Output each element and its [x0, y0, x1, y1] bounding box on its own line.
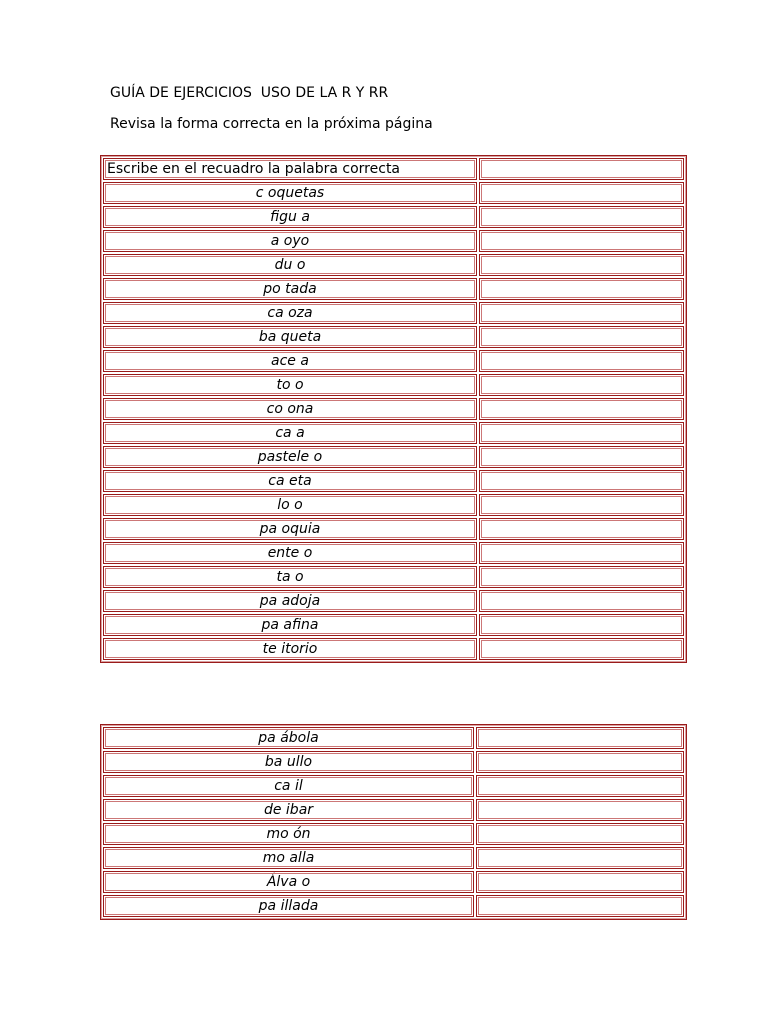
- answer-cell[interactable]: [479, 278, 684, 300]
- answer-cell[interactable]: [476, 895, 684, 917]
- word-cell: mo ón: [103, 823, 474, 845]
- exercise-table-1: [100, 155, 687, 663]
- answer-cell[interactable]: [476, 751, 684, 773]
- answer-cell[interactable]: [479, 638, 684, 660]
- word-cell: ba queta: [103, 326, 477, 348]
- table-row: [103, 590, 684, 612]
- table-row: [103, 278, 684, 300]
- word-cell: de ibar: [103, 799, 474, 821]
- word-cell: pa adoja: [103, 590, 477, 612]
- table-row: [103, 518, 684, 540]
- table-row: [103, 326, 684, 348]
- exercise-table-2: [100, 724, 687, 920]
- page-subtitle: Revisa la forma correcta en la próxima página: [110, 116, 433, 132]
- table-row: [103, 182, 684, 204]
- answer-cell[interactable]: [479, 614, 684, 636]
- word-cell: ca eta: [103, 470, 477, 492]
- table-header-row: [103, 158, 684, 180]
- word-cell: te itorio: [103, 638, 477, 660]
- answer-cell[interactable]: [479, 230, 684, 252]
- table-row: [103, 847, 684, 869]
- table-row: [103, 398, 684, 420]
- table-row: [103, 566, 684, 588]
- word-cell: co ona: [103, 398, 477, 420]
- answer-cell[interactable]: [479, 470, 684, 492]
- word-cell: ente o: [103, 542, 477, 564]
- word-cell: a oyo: [103, 230, 477, 252]
- table-row: [103, 494, 684, 516]
- table-row: [103, 614, 684, 636]
- word-cell: mo alla: [103, 847, 474, 869]
- answer-cell[interactable]: [479, 182, 684, 204]
- table-row: [103, 871, 684, 893]
- word-cell: ace a: [103, 350, 477, 372]
- table-row: [103, 775, 684, 797]
- answer-cell[interactable]: [476, 775, 684, 797]
- table-row: [103, 422, 684, 444]
- table-row: [103, 751, 684, 773]
- word-cell: po tada: [103, 278, 477, 300]
- table-row: [103, 638, 684, 660]
- answer-cell[interactable]: [476, 727, 684, 749]
- answer-cell[interactable]: [479, 542, 684, 564]
- word-cell: ca oza: [103, 302, 477, 324]
- word-cell: lo o: [103, 494, 477, 516]
- table-row: [103, 302, 684, 324]
- word-cell: c oquetas: [103, 182, 477, 204]
- table-row: [103, 542, 684, 564]
- word-cell: to o: [103, 374, 477, 396]
- answer-cell[interactable]: [479, 566, 684, 588]
- answer-cell[interactable]: [476, 799, 684, 821]
- answer-cell[interactable]: [479, 302, 684, 324]
- table-row: [103, 230, 684, 252]
- word-cell: figu a: [103, 206, 477, 228]
- table-row: [103, 254, 684, 276]
- table-row: [103, 823, 684, 845]
- word-cell: ca a: [103, 422, 477, 444]
- word-cell: ba ullo: [103, 751, 474, 773]
- word-cell: du o: [103, 254, 477, 276]
- table-row: [103, 799, 684, 821]
- word-cell: pastele o: [103, 446, 477, 468]
- answer-cell[interactable]: [479, 206, 684, 228]
- answer-cell[interactable]: [479, 350, 684, 372]
- answer-cell[interactable]: [479, 446, 684, 468]
- table-row: [103, 446, 684, 468]
- word-cell: pa illada: [103, 895, 474, 917]
- answer-cell[interactable]: [476, 871, 684, 893]
- page-title: GUÍA DE EJERCICIOS USO DE LA R Y RR: [110, 85, 389, 101]
- answer-cell[interactable]: [479, 374, 684, 396]
- answer-cell[interactable]: [479, 518, 684, 540]
- answer-header-cell: [479, 158, 684, 180]
- answer-cell[interactable]: [479, 254, 684, 276]
- word-cell: Álva o: [103, 871, 474, 893]
- table-row: [103, 895, 684, 917]
- answer-cell[interactable]: [479, 590, 684, 612]
- answer-cell[interactable]: [479, 398, 684, 420]
- table-header-instruction: Escribe en el recuadro la palabra correcta: [103, 158, 477, 180]
- word-cell: pa oquia: [103, 518, 477, 540]
- answer-cell[interactable]: [479, 326, 684, 348]
- answer-cell[interactable]: [479, 494, 684, 516]
- word-cell: pa ábola: [103, 727, 474, 749]
- word-cell: ca il: [103, 775, 474, 797]
- word-cell: ta o: [103, 566, 477, 588]
- table-row: [103, 350, 684, 372]
- table-row: [103, 727, 684, 749]
- table-row: [103, 374, 684, 396]
- answer-cell[interactable]: [476, 847, 684, 869]
- answer-cell[interactable]: [476, 823, 684, 845]
- table-row: [103, 470, 684, 492]
- word-cell: pa afina: [103, 614, 477, 636]
- table-row: [103, 206, 684, 228]
- answer-cell[interactable]: [479, 422, 684, 444]
